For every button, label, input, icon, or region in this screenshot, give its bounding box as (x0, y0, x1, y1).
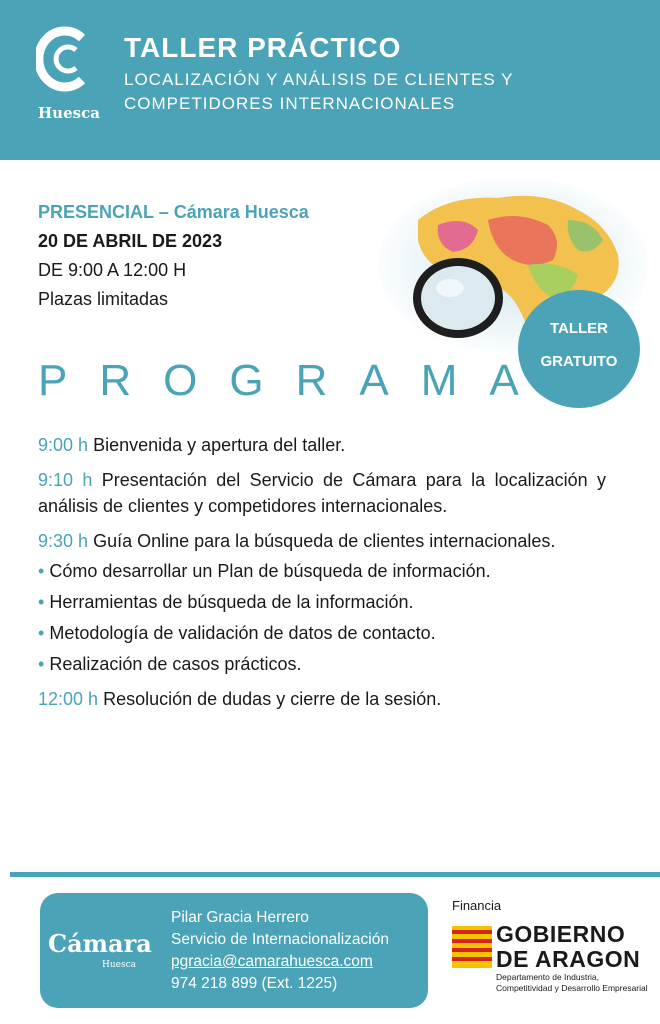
event-time: DE 9:00 A 12:00 H (38, 260, 187, 280)
program-bullet (38, 620, 606, 646)
programa-heading: PROGRAMA (38, 356, 551, 405)
aragon-flag-icon (452, 926, 492, 968)
badge-line2: GRATUITO (540, 353, 618, 370)
footer-divider (10, 872, 660, 877)
program-item (38, 467, 606, 519)
bullet-text: Metodología de validación de datos de contacto. (49, 623, 436, 643)
gov-name-line2: DE ARAGON (496, 946, 641, 972)
footer-camara-logo (48, 929, 166, 970)
footer-logo-word: Cámara (48, 929, 152, 958)
event-places: Plazas limitadas (38, 289, 169, 309)
event-info (38, 198, 378, 314)
program-bullet (38, 651, 606, 677)
program-item (38, 528, 606, 554)
gov-dept-line1: Departamento de Industria, (496, 972, 600, 982)
contact-name: Pilar Gracia Herrero (171, 909, 309, 926)
contact-details (171, 907, 389, 995)
header-banner (0, 0, 660, 160)
logo-city-text: Huesca (38, 104, 100, 122)
bullet-text: Realización de casos prácticos. (49, 654, 302, 674)
footer-logo-city: Huesca (102, 960, 136, 970)
gov-dept-line2: Competitividad y Desarrollo Empresarial (496, 983, 648, 993)
gov-name-line1: GOBIERNO (496, 921, 626, 947)
program-item (38, 432, 606, 458)
program-bullet (38, 589, 606, 615)
program-time: 9:10 h (38, 470, 93, 490)
bullet-icon: • (38, 561, 45, 581)
page-title: TALLER PRÁCTICO (124, 32, 402, 63)
program-bullet (38, 558, 606, 584)
gobierno-department (496, 972, 648, 994)
contact-service: Servicio de Internacionalización (171, 931, 389, 948)
program-text: Guía Online para la búsqueda de clientes internacionales. (93, 531, 556, 551)
program-time: 12:00 h (38, 689, 99, 709)
gobierno-aragon-name (496, 922, 640, 972)
contact-email-link[interactable]: pgracia@camarahuesca.com (171, 953, 373, 970)
event-date: 20 DE ABRIL DE 2023 (38, 231, 223, 251)
bullet-icon: • (38, 592, 45, 612)
program-text: Resolución de dudas y cierre de la sesión. (103, 689, 442, 709)
program-item (38, 686, 606, 712)
program-time: 9:30 h (38, 531, 89, 551)
page-subtitle: LOCALIZACIÓN Y ANÁLISIS DE CLIENTES Y COMPETIDORES INTERNACIONALES (124, 70, 514, 113)
program-text: Presentación del Servicio de Cámara para la localización y análisis de clientes y competidores internacionales. (38, 470, 606, 516)
contact-box (40, 893, 428, 1008)
program-list (38, 432, 606, 721)
contact-phone: 974 218 899 (Ext. 1225) (171, 975, 338, 992)
bullet-icon: • (38, 623, 45, 643)
program-time: 9:00 h (38, 435, 89, 455)
bullet-text: Cómo desarrollar un Plan de búsqueda de información. (49, 561, 491, 581)
financia-label: Financia (452, 898, 502, 913)
bullet-icon: • (38, 654, 45, 674)
camara-c-icon (36, 26, 92, 92)
event-mode: PRESENCIAL – Cámara Huesca (38, 202, 309, 222)
program-text: Bienvenida y apertura del taller. (93, 435, 346, 455)
bullet-text: Herramientas de búsqueda de la información. (49, 592, 414, 612)
camara-huesca-logo (32, 26, 102, 126)
badge-line1: TALLER (549, 320, 609, 337)
